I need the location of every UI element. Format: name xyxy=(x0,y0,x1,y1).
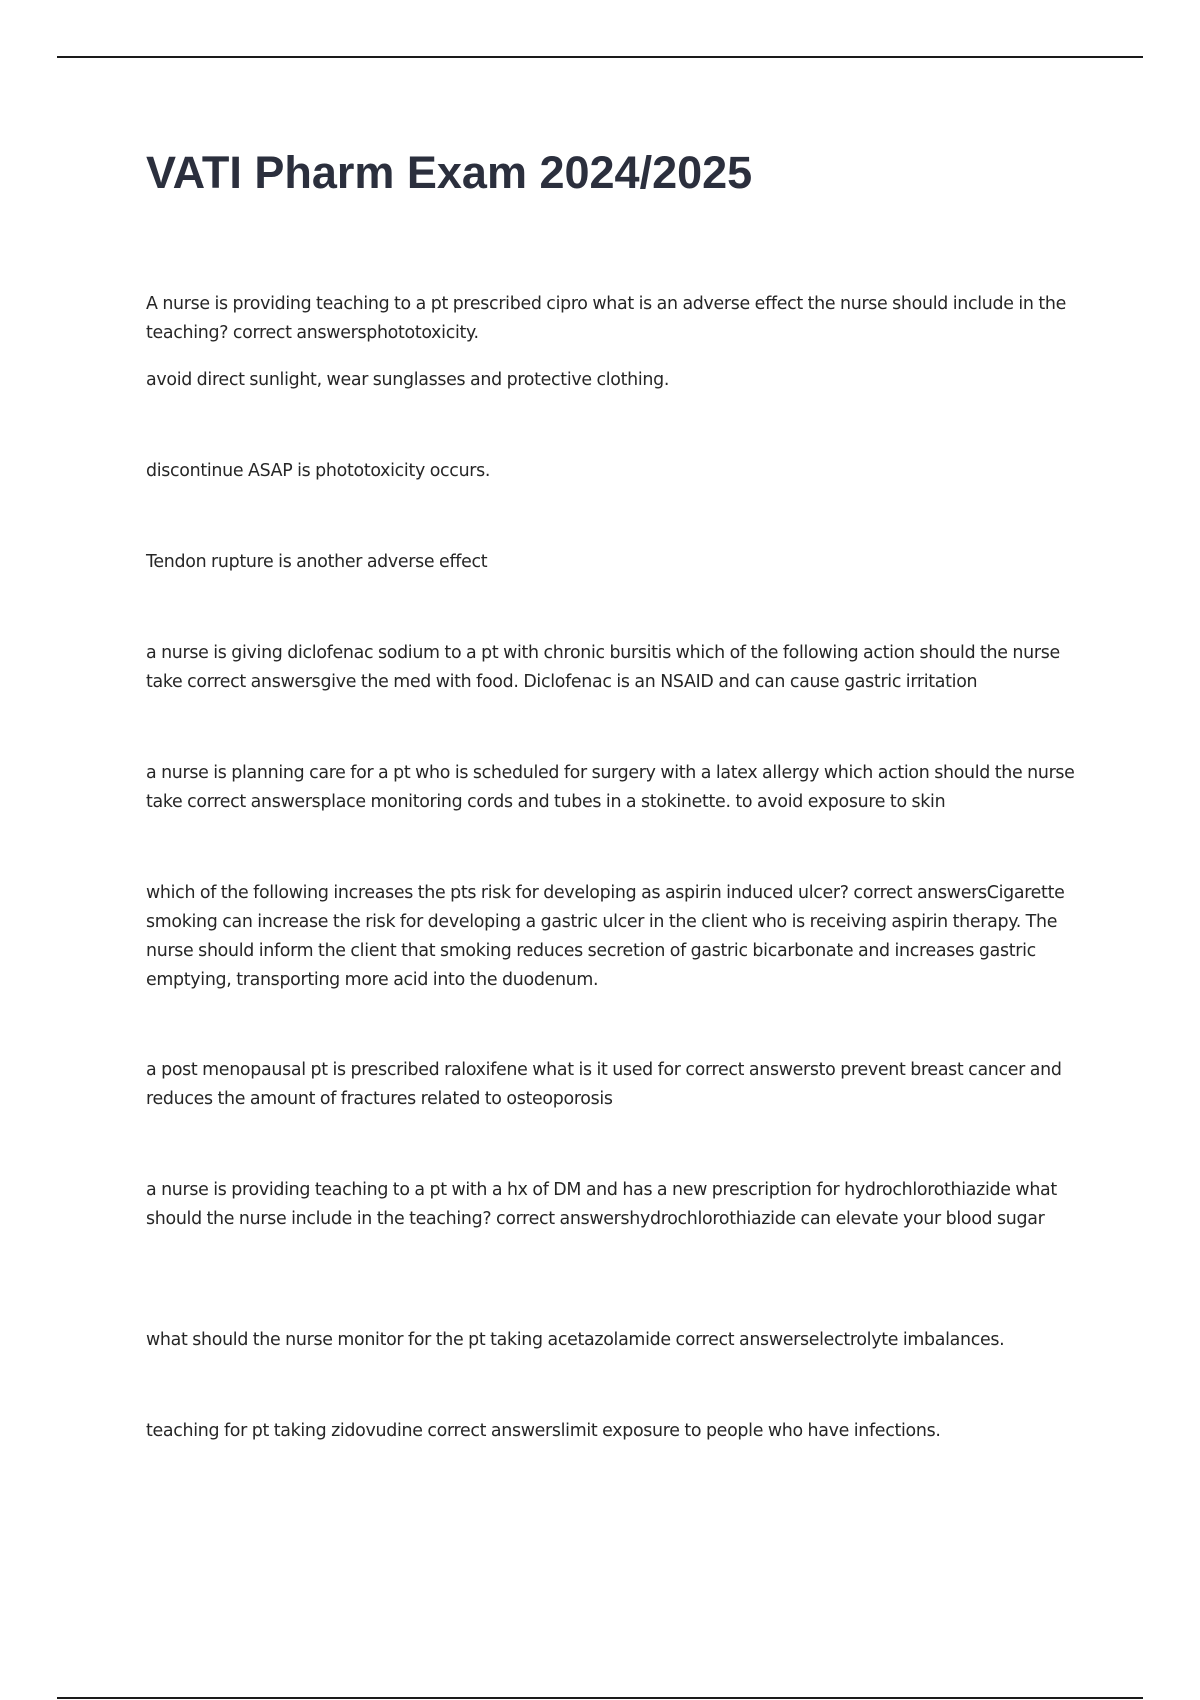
header-rule xyxy=(57,56,1143,58)
paragraph-cipro-question: A nurse is providing teaching to a pt prescribed cipro what is an adverse effect the nurse should include in the teaching? correct answersphototoxicity. xyxy=(146,294,1066,343)
paragraph-diclofenac: a nurse is giving diclofenac sodium to a pt with chronic bursitis which of the following action should the nurse take correct answersgive the med with food. Diclofenac is an NSAID and can cause gastric irritation xyxy=(146,643,1060,692)
footer-rule xyxy=(57,1697,1143,1699)
page-title: VATI Pharm Exam 2024/2025 xyxy=(146,147,753,198)
paragraph-latex-allergy: a nurse is planning care for a pt who is scheduled for surgery with a latex allergy which action should the nurse take correct answersplace monitoring cords and tubes in a stokinette. to avoid exposure to skin xyxy=(146,763,1075,812)
paragraph-hydrochlorothiazide: a nurse is providing teaching to a pt with a hx of DM and has a new prescription for hydrochlorothiazide what should the nurse include in the teaching? correct answershydrochlorothiazide can elevate your blood sugar xyxy=(146,1180,1057,1229)
paragraph-raloxifene: a post menopausal pt is prescribed raloxifene what is it used for correct answersto prevent breast cancer and reduces the amount of fractures related to osteoporosis xyxy=(146,1060,1062,1109)
paragraph-zidovudine: teaching for pt taking zidovudine correct answerslimit exposure to people who have infections. xyxy=(146,1421,941,1441)
paragraph-aspirin-ulcer: which of the following increases the pts risk for developing as aspirin induced ulcer? correct answersCigarette smoking can increase the risk for developing a gastric ulcer in the client who is receiving aspirin therapy. The nurse should inform the client that smoking reduces secretion of gastric bicarbonate and increases gastric emptying, transporting more acid into the duodenum. xyxy=(146,883,1065,990)
paragraph-discontinue: discontinue ASAP is phototoxicity occurs. xyxy=(146,461,491,481)
paragraph-tendon-rupture: Tendon rupture is another adverse effect xyxy=(146,552,488,572)
paragraph-sunlight-advice: avoid direct sunlight, wear sunglasses and protective clothing. xyxy=(146,370,670,390)
paragraph-acetazolamide: what should the nurse monitor for the pt taking acetazolamide correct answerselectrolyte imbalances. xyxy=(146,1330,1005,1350)
